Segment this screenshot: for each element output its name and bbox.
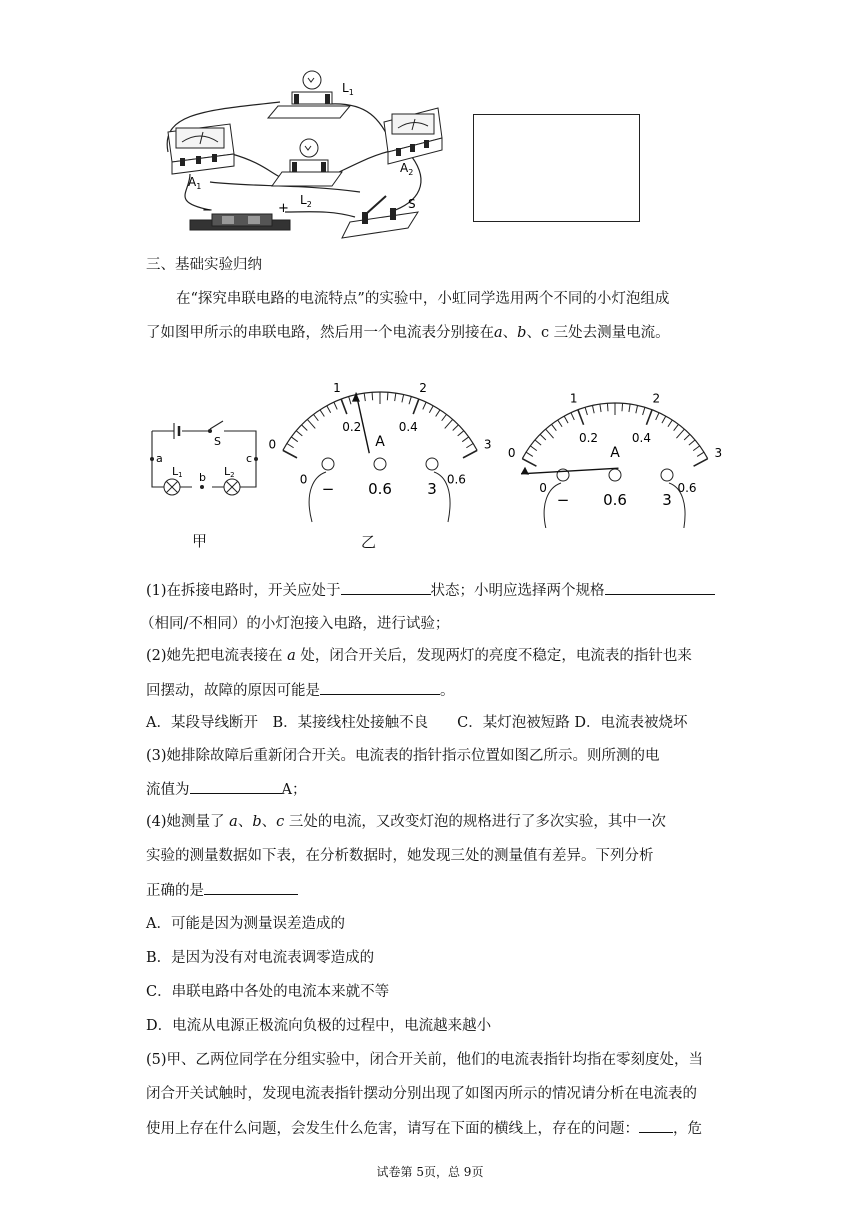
dial-tick bbox=[442, 414, 447, 420]
label-l2: $L_2$ bbox=[300, 193, 312, 209]
dial-pointer-head bbox=[521, 467, 529, 475]
caption-jia: 甲 bbox=[192, 532, 208, 550]
terminal-label: 0.6 bbox=[368, 480, 392, 498]
terminal-post bbox=[661, 469, 673, 481]
dial-tick bbox=[643, 407, 645, 415]
dial-tick bbox=[564, 416, 568, 423]
dial-tick bbox=[334, 402, 337, 409]
dial-tick bbox=[402, 395, 404, 403]
dial-tick bbox=[558, 420, 562, 427]
dial-tick bbox=[585, 407, 587, 415]
dial-tick bbox=[546, 429, 554, 438]
dial-tick bbox=[463, 450, 477, 458]
dial-tick bbox=[453, 425, 459, 431]
dial-tick bbox=[458, 431, 464, 436]
drawing-answer-box[interactable] bbox=[473, 114, 640, 222]
dial-tick bbox=[674, 424, 679, 430]
dial-tick bbox=[535, 440, 541, 445]
q3-line-2: 流值为 A； bbox=[146, 779, 306, 800]
q2-options: A．某段导线断开 B．某接线柱处接触不良 C．某灯泡被短路 D．电流表被烧坏 bbox=[146, 715, 688, 731]
dial-tick bbox=[313, 414, 318, 420]
q2-blank[interactable] bbox=[320, 680, 440, 695]
dial-tick bbox=[684, 434, 690, 440]
dial-tick bbox=[302, 425, 308, 431]
terminal-label: − bbox=[321, 480, 335, 498]
dial-pointer bbox=[521, 468, 618, 474]
label-jia-a: a bbox=[156, 452, 163, 465]
dial-tick bbox=[592, 405, 594, 413]
label-jia-b: b bbox=[199, 471, 206, 484]
intro-line-2: 了如图甲所示的串联电路，然后用一个电流表分别接在a、b、c 三处去测量电流。 bbox=[146, 325, 670, 341]
page-footer: 试卷第 5页，总 9页 bbox=[376, 1165, 484, 1179]
terminal-post bbox=[426, 458, 438, 470]
terminal-label: − bbox=[556, 491, 570, 509]
intro-line-1: 在“探究串联电路的电流特点”的实验中，小虹同学选用两个不同的小灯泡组成 bbox=[176, 291, 670, 307]
q5-line-2: 闭合开关试触时，发现电流表指针摆动分别出现了如图丙所示的情况请分析在电流表的 bbox=[146, 1086, 697, 1102]
terminal-label: 0.6 bbox=[603, 491, 627, 509]
dial-top-label: 0 bbox=[268, 437, 277, 452]
q5-line-3: 使用上存在什么问题，会发生什么危害，请写在下面的横线上，存在的问题： ，危 bbox=[146, 1118, 702, 1139]
dial-unit: A bbox=[610, 445, 620, 461]
dial-tick bbox=[600, 404, 601, 412]
label-jia-l2: L2 bbox=[224, 465, 235, 479]
label-a1: $A_1$ bbox=[188, 175, 202, 191]
dial-top-label: 1 bbox=[333, 380, 341, 395]
q4-option-a: A．可能是因为测量误差造成的 bbox=[146, 916, 345, 932]
dial-tick bbox=[622, 403, 623, 411]
dial-tick bbox=[656, 413, 659, 420]
ammeter-dial-yi bbox=[265, 352, 495, 532]
terminal-post bbox=[322, 458, 334, 470]
q4-option-b: B．是因为没有对电流表调零造成的 bbox=[146, 950, 375, 966]
q4-line-1: (4)她测量了 a、b、c 三处的电流，又改变灯泡的规格进行了多次实验，其中一次 bbox=[146, 814, 666, 830]
dial-tick bbox=[413, 399, 419, 414]
dial-tick bbox=[693, 446, 699, 451]
q1-blank-1[interactable] bbox=[341, 580, 431, 595]
dial-tick bbox=[436, 410, 440, 417]
dial-tick bbox=[629, 404, 630, 412]
bulb-l1 bbox=[268, 71, 350, 118]
label-jia-l1: L1 bbox=[172, 465, 183, 479]
q2-line-2: 回摆动，故障的原因可能是 。 bbox=[146, 680, 455, 701]
dial-tick bbox=[571, 413, 574, 420]
dial-tick bbox=[552, 424, 557, 430]
dial-tick bbox=[607, 403, 608, 411]
circuit-jia bbox=[146, 415, 266, 500]
dial-tick bbox=[522, 459, 536, 467]
dial-tick bbox=[636, 405, 638, 413]
q4-blank[interactable] bbox=[204, 880, 298, 895]
q1-line-1: (1)在拆接电路时，开关应处于 状态；小明应选择两个规格 bbox=[146, 580, 715, 601]
ammeter-a1 bbox=[168, 124, 234, 174]
dial-top-label: 2 bbox=[652, 391, 661, 406]
dial-tick bbox=[429, 406, 433, 413]
dial-tick bbox=[694, 459, 708, 467]
q3-blank[interactable] bbox=[190, 779, 282, 794]
q4-option-c: C．串联电路中各处的电流本来就不等 bbox=[146, 984, 390, 1000]
dial-top-label: 1 bbox=[569, 391, 578, 406]
terminal-label: 3 bbox=[427, 480, 437, 498]
dial-tick bbox=[445, 419, 453, 428]
dial-tick bbox=[578, 410, 584, 425]
dial-tick bbox=[320, 410, 324, 417]
dial-top-label: 0 bbox=[507, 446, 516, 461]
section-title: 三、基础实验归纳 bbox=[146, 257, 262, 273]
dial-top-label: 3 bbox=[714, 446, 723, 461]
dial-tick bbox=[307, 419, 315, 428]
dial-tick bbox=[646, 410, 652, 425]
label-jia-c: c bbox=[246, 452, 253, 465]
dial-unit: A bbox=[375, 434, 385, 450]
dial-tick bbox=[662, 416, 666, 423]
ammeter-dial-bing bbox=[500, 358, 730, 528]
lamp-l2 bbox=[224, 479, 240, 495]
dial-tick bbox=[526, 452, 533, 456]
dial-tick bbox=[697, 452, 704, 456]
dial-tick bbox=[287, 443, 294, 447]
dial-bottom-label: 0 bbox=[299, 472, 308, 487]
top-circuit-figure bbox=[150, 62, 450, 242]
ammeter-a2 bbox=[384, 108, 442, 164]
battery-minus: − bbox=[202, 203, 213, 218]
dial-tick bbox=[462, 437, 468, 442]
q4-line-2: 实验的测量数据如下表，在分析数据时，她发现三处的测量值有差异。下列分析 bbox=[146, 848, 654, 864]
q3-line-1: (3)她排除故障后重新闭合开关。电流表的指针指示位置如图乙所示。则所测的电 bbox=[146, 748, 660, 764]
dial-bottom-label: 0.4 bbox=[631, 430, 652, 445]
q4-option-d: D．电流从电源正极流向负极的过程中，电流越来越小 bbox=[146, 1018, 492, 1034]
dial-tick bbox=[689, 440, 695, 445]
caption-yi: 乙 bbox=[361, 533, 377, 551]
q4-line-3: 正确的是 bbox=[146, 880, 298, 901]
dial-tick bbox=[676, 429, 684, 438]
dial-bottom-label: 0.6 bbox=[446, 472, 466, 487]
dial-bottom-label: 0.4 bbox=[398, 420, 418, 435]
lamp-l1 bbox=[164, 479, 180, 495]
dial-tick bbox=[372, 392, 373, 400]
terminal-post bbox=[374, 458, 386, 470]
dial-tick bbox=[327, 406, 331, 413]
dial-tick bbox=[423, 402, 426, 409]
label-a2: $A_2$ bbox=[400, 161, 414, 177]
dial-tick bbox=[349, 397, 351, 405]
dial-top-label: 3 bbox=[483, 437, 492, 452]
dial-tick bbox=[364, 393, 365, 401]
dial-tick bbox=[283, 450, 297, 458]
q1-line-2: （相同/不相同）的小灯泡接入电路，进行试验； bbox=[140, 616, 450, 632]
dial-tick bbox=[466, 443, 473, 447]
label-switch-s: S bbox=[408, 197, 416, 211]
dial-tick bbox=[668, 420, 672, 427]
dial-tick bbox=[341, 399, 347, 414]
terminal-post bbox=[609, 469, 621, 481]
q2-line-1: (2)她先把电流表接在 a 处，闭合开关后，发现两灯的亮度不稳定，电流表的指针也来 bbox=[146, 648, 692, 664]
dial-bottom-label: 0.2 bbox=[342, 420, 362, 435]
dial-tick bbox=[296, 431, 302, 436]
dial-tick bbox=[387, 392, 388, 400]
bulb-l2 bbox=[272, 139, 342, 186]
dial-tick bbox=[540, 434, 546, 440]
dial-bottom-label: 0.6 bbox=[677, 480, 697, 495]
dial-bottom-label: 0.2 bbox=[578, 430, 599, 445]
battery-plus: + bbox=[278, 201, 289, 216]
label-l1: $L_1$ bbox=[342, 81, 354, 97]
dial-tick bbox=[395, 393, 396, 401]
q1-blank-2[interactable] bbox=[605, 580, 715, 595]
q5-blank[interactable] bbox=[639, 1118, 673, 1133]
label-jia-s: S bbox=[214, 435, 221, 448]
dial-tick bbox=[409, 397, 411, 405]
dial-tick bbox=[530, 446, 536, 451]
dial-tick bbox=[291, 437, 297, 442]
q5-line-1: (5)甲、乙两位同学在分组实验中，闭合开关前，他们的电流表指针均指在零刻度处，当 bbox=[146, 1052, 704, 1068]
dial-bottom-label: 0 bbox=[539, 480, 547, 495]
dial-top-label: 2 bbox=[419, 380, 427, 395]
terminal-label: 3 bbox=[662, 491, 672, 509]
